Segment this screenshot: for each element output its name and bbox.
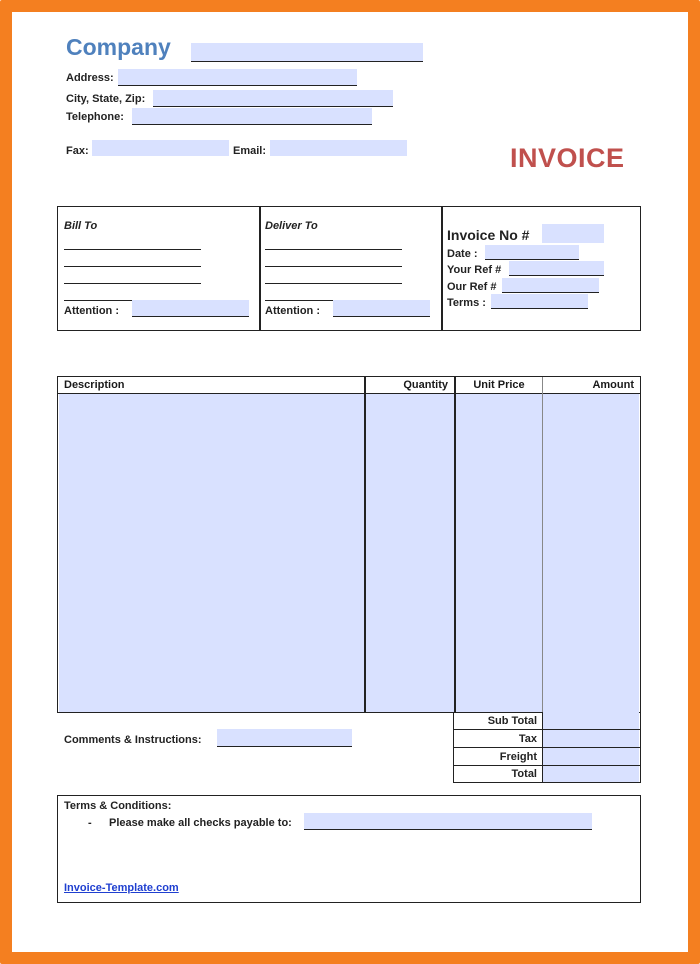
terms-title: Terms & Conditions: — [64, 800, 172, 812]
comments-field[interactable] — [217, 729, 352, 747]
deliver-to-line[interactable] — [265, 235, 402, 250]
freight-label: Freight — [499, 751, 537, 763]
column-header-amount: Amount — [592, 379, 634, 391]
freight-field[interactable] — [543, 748, 639, 765]
deliver-to-line[interactable] — [265, 252, 402, 267]
items-body[interactable] — [59, 394, 639, 712]
invoice-title: INVOICE — [510, 143, 625, 173]
terms-bullet: - — [88, 817, 92, 829]
terms-box — [57, 795, 641, 903]
fax-field[interactable] — [92, 140, 229, 156]
column-header-unit-price: Unit Price — [473, 379, 525, 391]
bill-to-line[interactable] — [64, 235, 201, 250]
deliver-to-title: Deliver To — [265, 220, 318, 232]
bill-to-attention-label: Attention : — [64, 305, 119, 317]
divider — [441, 207, 443, 330]
total-field[interactable] — [543, 766, 639, 782]
terms-label: Terms : — [447, 297, 486, 309]
tax-label: Tax — [518, 733, 537, 745]
city-state-zip-field[interactable] — [153, 90, 393, 107]
column-divider — [542, 377, 543, 712]
our-ref-field[interactable] — [502, 278, 599, 293]
divider — [259, 207, 261, 330]
comments-label: Comments & Instructions: — [64, 734, 202, 746]
column-header-description: Description — [64, 379, 125, 391]
date-field[interactable] — [485, 245, 579, 260]
items-table — [57, 376, 641, 713]
subtotal-label: Sub Total — [487, 715, 537, 727]
date-label: Date : — [447, 248, 478, 260]
telephone-field[interactable] — [132, 108, 372, 125]
invoice-template-link[interactable]: Invoice-Template.com — [64, 882, 179, 894]
telephone-label: Telephone: — [66, 111, 124, 123]
deliver-to-attention-label: Attention : — [265, 305, 320, 317]
fax-label: Fax: — [66, 145, 89, 157]
address-info-box — [57, 206, 641, 331]
city-state-zip-label: City, State, Zip: — [66, 93, 146, 105]
subtotal-field[interactable] — [543, 712, 639, 729]
column-divider — [454, 377, 456, 712]
deliver-to-attention-field[interactable] — [333, 300, 430, 317]
invoice-no-label: Invoice No # — [447, 227, 530, 243]
terms-field[interactable] — [491, 294, 588, 309]
address-label: Address: — [66, 72, 114, 84]
total-label: Total — [511, 768, 537, 780]
column-header-quantity: Quantity — [403, 379, 448, 391]
your-ref-label: Your Ref # — [447, 264, 502, 276]
our-ref-label: Our Ref # — [447, 281, 497, 293]
deliver-to-line[interactable] — [265, 286, 402, 301]
deliver-to-line[interactable] — [265, 269, 402, 284]
company-name-field[interactable] — [191, 43, 423, 62]
checks-payable-field[interactable] — [304, 813, 592, 830]
bill-to-line[interactable] — [64, 286, 201, 301]
bill-to-attention-field[interactable] — [132, 300, 249, 317]
totals-box — [453, 712, 641, 783]
checks-payable-label: Please make all checks payable to: — [109, 817, 292, 829]
your-ref-field[interactable] — [509, 261, 604, 276]
invoice-no-field[interactable] — [542, 224, 604, 243]
company-name: Company — [66, 34, 171, 60]
bill-to-line[interactable] — [64, 252, 201, 267]
email-field[interactable] — [270, 140, 407, 156]
bill-to-title: Bill To — [64, 220, 98, 232]
address-field[interactable] — [118, 69, 357, 86]
column-divider — [364, 377, 366, 712]
tax-field[interactable] — [543, 730, 639, 747]
bill-to-line[interactable] — [64, 269, 201, 284]
email-label: Email: — [233, 145, 267, 157]
